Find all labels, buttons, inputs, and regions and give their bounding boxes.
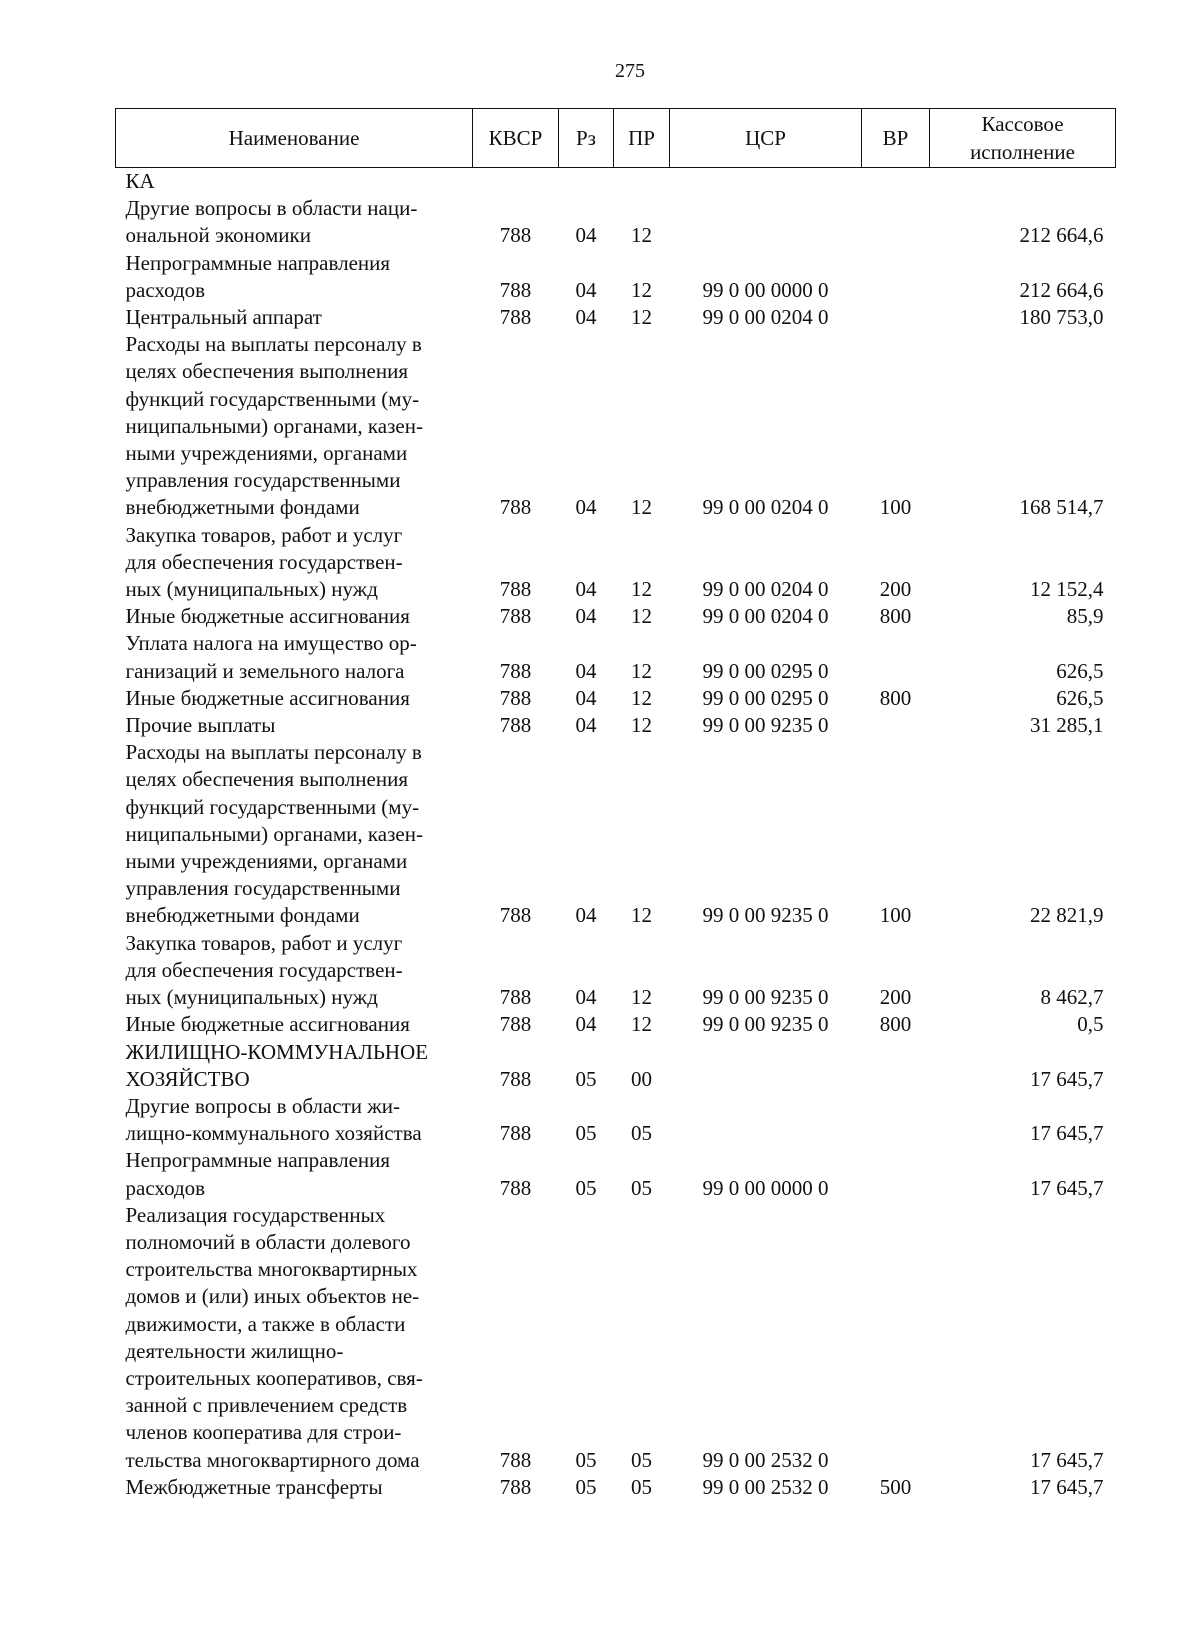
- cell-vr: [862, 250, 930, 304]
- cell-kvsr: 788: [499, 985, 532, 1010]
- cell-kvsr: 788: [499, 1447, 532, 1472]
- cell-rz: 04: [575, 985, 597, 1010]
- table-row: [116, 304, 1116, 331]
- cell-vr: 800: [879, 1012, 912, 1037]
- cell-amount: 17 645,7: [1030, 1066, 1104, 1091]
- cell-kvsr: 788: [499, 1175, 532, 1200]
- row-name-text: Уплата налога на имущество ор- ганизаций и земельного налога: [125, 631, 417, 683]
- cell-rz: 05: [575, 1447, 597, 1472]
- table-row: [116, 195, 1116, 249]
- cell-rz: 05: [575, 1066, 597, 1091]
- cell-vr: [862, 195, 930, 249]
- table-header: [116, 109, 1116, 168]
- cell-amount: 31 285,1: [1030, 713, 1104, 738]
- page-number: 275: [615, 60, 645, 82]
- cell-rz: 04: [575, 277, 597, 302]
- cell-csr: 99 0 00 0000 0: [702, 1175, 829, 1200]
- table-row: [116, 1474, 1116, 1501]
- cell-amount: 17 645,7: [1030, 1447, 1104, 1472]
- cell-name: [116, 522, 473, 604]
- header-vr: ВР: [862, 109, 930, 168]
- cell-name: [116, 304, 473, 331]
- row-name-text: Иные бюджетные ассигнования: [125, 1012, 410, 1037]
- cell-csr: 99 0 00 0295 0: [702, 658, 829, 683]
- cell-name: [116, 1093, 473, 1147]
- cell-rz: 05: [575, 1121, 597, 1146]
- cell-name: [116, 195, 473, 249]
- cell-csr: 99 0 00 2532 0: [702, 1474, 829, 1499]
- cell-vr: [862, 168, 930, 196]
- cell-vr: 800: [879, 685, 912, 710]
- cell-rz: 05: [575, 1175, 597, 1200]
- cell-kvsr: 788: [499, 903, 532, 928]
- cell-amount: 626,5: [1056, 685, 1104, 710]
- cell-vr: [862, 630, 930, 684]
- row-name-text: КА: [125, 169, 155, 193]
- cell-csr: [670, 1039, 862, 1093]
- table-row: [116, 1202, 1116, 1474]
- row-name-text: Иные бюджетные ассигнования: [125, 685, 410, 710]
- cell-rz: 04: [575, 577, 597, 602]
- cell-kvsr: 788: [499, 1066, 532, 1091]
- cell-name: [116, 930, 473, 1012]
- header-amount: Кассовое исполнение: [930, 109, 1116, 168]
- cell-name: [116, 739, 473, 929]
- row-name-text: Закупка товаров, работ и услуг для обеспечения государствен- ных (муниципальных) нужд: [125, 522, 403, 602]
- table-row: [116, 168, 1116, 196]
- cell-amount: 17 645,7: [1030, 1474, 1104, 1499]
- cell-name: [116, 250, 473, 304]
- header-rz: Рз: [559, 109, 614, 168]
- cell-amount: 212 664,6: [1019, 277, 1104, 302]
- cell-kvsr: 788: [499, 495, 532, 520]
- cell-pr: 00: [631, 1066, 652, 1091]
- cell-csr: 99 0 00 0204 0: [702, 604, 829, 629]
- cell-pr: 12: [631, 305, 652, 330]
- table-row: [116, 712, 1116, 739]
- table-row: [116, 1039, 1116, 1093]
- table-row: [116, 739, 1116, 929]
- row-name-text: ЖИЛИЩНО-КОММУНАЛЬНОЕ ХОЗЯЙСТВО: [125, 1039, 429, 1091]
- cell-pr: [614, 168, 670, 196]
- header-name: Наименование: [116, 109, 473, 168]
- cell-rz: 04: [575, 1012, 597, 1037]
- cell-kvsr: 788: [499, 305, 532, 330]
- cell-pr: 12: [631, 223, 652, 248]
- cell-kvsr: 788: [499, 1012, 532, 1037]
- cell-pr: 12: [631, 577, 652, 602]
- cell-vr: 100: [879, 903, 912, 928]
- cell-amount: 626,5: [1056, 658, 1104, 683]
- cell-name: [116, 331, 473, 521]
- header-csr: ЦСР: [670, 109, 862, 168]
- cell-rz: 05: [575, 1474, 597, 1499]
- cell-rz: 04: [575, 658, 597, 683]
- cell-amount: 8 462,7: [1040, 985, 1104, 1010]
- cell-pr: 05: [631, 1175, 652, 1200]
- cell-vr: 200: [879, 577, 912, 602]
- cell-csr: [670, 168, 862, 196]
- cell-kvsr: 788: [499, 604, 532, 629]
- cell-pr: 12: [631, 985, 652, 1010]
- cell-vr: [862, 1202, 930, 1474]
- cell-rz: 04: [575, 713, 597, 738]
- cell-rz: [559, 168, 614, 196]
- cell-pr: 12: [631, 495, 652, 520]
- row-name-text: Иные бюджетные ассигнования: [125, 604, 410, 629]
- table-row: [116, 250, 1116, 304]
- row-name-text: Расходы на выплаты персоналу в целях обеспечения выполнения функций государственными (му- ниципальными) органами, казен- ными учреждениями, органами управления государственными внебюджетными фондами: [125, 740, 423, 928]
- cell-kvsr: [473, 168, 559, 196]
- table-row: [116, 1011, 1116, 1038]
- cell-pr: 12: [631, 604, 652, 629]
- cell-name: [116, 685, 473, 712]
- cell-amount: 180 753,0: [1019, 305, 1104, 330]
- cell-name: [116, 1039, 473, 1093]
- table-row: [116, 603, 1116, 630]
- cell-csr: 99 0 00 0204 0: [702, 495, 829, 520]
- cell-vr: 100: [879, 495, 912, 520]
- row-name-text: Межбюджетные трансферты: [125, 1474, 383, 1499]
- cell-rz: 04: [575, 305, 597, 330]
- row-name-text: Другие вопросы в области наци- ональной экономики: [125, 196, 418, 248]
- cell-pr: 12: [631, 658, 652, 683]
- cell-amount: 17 645,7: [1030, 1121, 1104, 1146]
- cell-pr: 05: [631, 1474, 652, 1499]
- cell-name: [116, 1011, 473, 1038]
- cell-name: [116, 712, 473, 739]
- header-kvsr: КВСР: [473, 109, 559, 168]
- table-row: [116, 685, 1116, 712]
- cell-rz: 04: [575, 903, 597, 928]
- cell-pr: 12: [631, 1012, 652, 1037]
- cell-vr: [862, 1039, 930, 1093]
- cell-pr: 12: [631, 903, 652, 928]
- cell-pr: 05: [631, 1447, 652, 1472]
- cell-vr: [862, 1147, 930, 1201]
- cell-amount: [930, 168, 1116, 196]
- cell-vr: 800: [879, 604, 912, 629]
- row-name-text: Реализация государственных полномочий в области долевого строительства многоквартирных домов и (или) иных объектов не- движимости, а также в области деятельности жилищно- строительных кооперативов, свя- занной с привлечением средств членов кооператива для строи- тельства многоквартирного дома: [125, 1202, 423, 1472]
- table-row: [116, 1147, 1116, 1201]
- cell-name: [116, 630, 473, 684]
- budget-table: [115, 108, 1116, 1501]
- table-row: [116, 930, 1116, 1012]
- cell-name: [116, 1202, 473, 1474]
- cell-name: [116, 1147, 473, 1201]
- row-name-text: Другие вопросы в области жи- лищно-коммунального хозяйства: [125, 1093, 422, 1146]
- cell-csr: 99 0 00 0204 0: [702, 577, 829, 602]
- cell-name: [116, 168, 473, 196]
- cell-vr: [862, 1093, 930, 1147]
- cell-csr: 99 0 00 9235 0: [702, 903, 829, 928]
- row-name-text: Прочие выплаты: [125, 713, 276, 738]
- cell-kvsr: 788: [499, 223, 532, 248]
- cell-vr: [862, 304, 930, 331]
- header-pr: ПР: [614, 109, 670, 168]
- cell-pr: 12: [631, 277, 652, 302]
- cell-amount: 168 514,7: [1019, 495, 1104, 520]
- cell-csr: [670, 1093, 862, 1147]
- cell-amount: 22 821,9: [1030, 903, 1104, 928]
- cell-amount: 0,5: [1077, 1012, 1104, 1037]
- cell-vr: 500: [879, 1474, 912, 1499]
- table-row: [116, 522, 1116, 604]
- cell-vr: 200: [879, 985, 912, 1010]
- cell-kvsr: 788: [499, 658, 532, 683]
- cell-kvsr: 788: [499, 1121, 532, 1146]
- cell-rz: 04: [575, 685, 597, 710]
- cell-csr: 99 0 00 0204 0: [702, 305, 829, 330]
- cell-amount: 85,9: [1066, 604, 1104, 629]
- cell-amount: 212 664,6: [1019, 223, 1104, 248]
- cell-csr: 99 0 00 2532 0: [702, 1447, 829, 1472]
- cell-vr: [862, 712, 930, 739]
- cell-rz: 04: [575, 495, 597, 520]
- cell-pr: 12: [631, 685, 652, 710]
- table-row: [116, 331, 1116, 521]
- cell-rz: 04: [575, 604, 597, 629]
- cell-pr: 05: [631, 1121, 652, 1146]
- row-name-text: Расходы на выплаты персоналу в целях обеспечения выполнения функций государственными (му- ниципальными) органами, казен- ными учреждениями, органами управления государственными внебюджетными фондами: [125, 332, 423, 520]
- cell-name: [116, 603, 473, 630]
- cell-kvsr: 788: [499, 685, 532, 710]
- row-name-text: Непрограммные направления расходов: [125, 1148, 391, 1200]
- row-name-text: Закупка товаров, работ и услуг для обеспечения государствен- ных (муниципальных) нужд: [125, 930, 403, 1010]
- cell-csr: 99 0 00 9235 0: [702, 1012, 829, 1037]
- cell-name: [116, 1474, 473, 1501]
- cell-csr: 99 0 00 0295 0: [702, 685, 829, 710]
- cell-csr: 99 0 00 9235 0: [702, 985, 829, 1010]
- cell-kvsr: 788: [499, 577, 532, 602]
- cell-kvsr: 788: [499, 713, 532, 738]
- row-name-text: Непрограммные направления расходов: [125, 250, 391, 302]
- table-body: [116, 168, 1116, 1501]
- cell-amount: 17 645,7: [1030, 1175, 1104, 1200]
- cell-pr: 12: [631, 713, 652, 738]
- cell-csr: 99 0 00 0000 0: [702, 277, 829, 302]
- cell-kvsr: 788: [499, 277, 532, 302]
- table-row: [116, 1093, 1116, 1147]
- cell-kvsr: 788: [499, 1474, 532, 1499]
- cell-csr: [670, 195, 862, 249]
- table-row: [116, 630, 1116, 684]
- cell-csr: 99 0 00 9235 0: [702, 713, 829, 738]
- cell-rz: 04: [575, 223, 597, 248]
- row-name-text: Центральный аппарат: [125, 305, 322, 330]
- cell-amount: 12 152,4: [1030, 577, 1104, 602]
